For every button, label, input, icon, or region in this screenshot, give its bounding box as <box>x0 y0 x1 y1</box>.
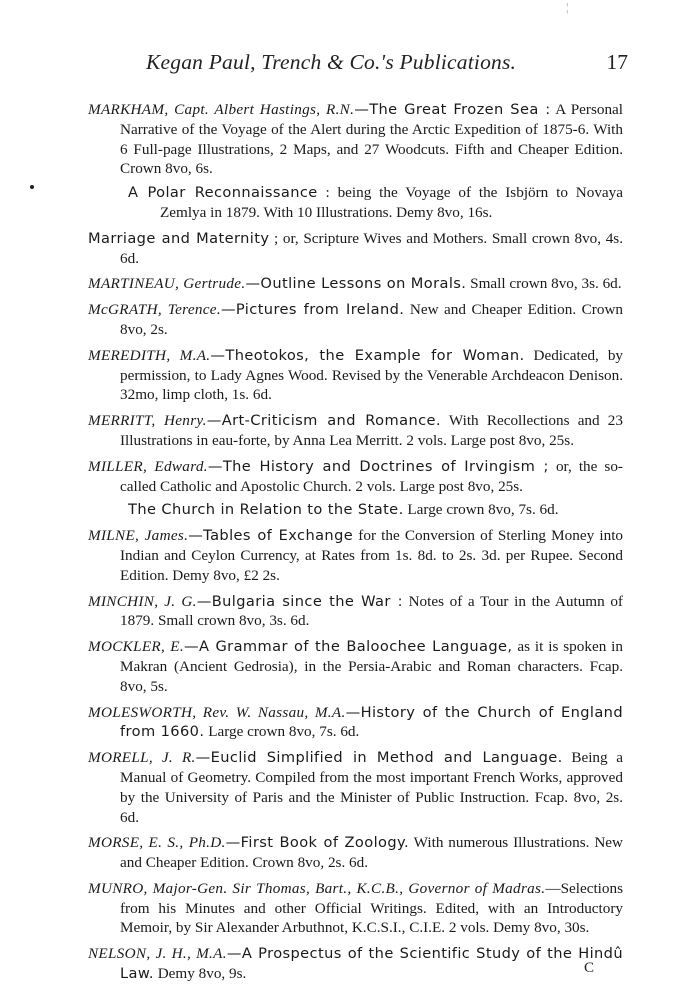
entry-details: Dedicated, by permission, to Lady Agnes Wood. Revised by the Venerable Archdeacon Denison. 32mo, limp cloth, 1s. 6d. <box>120 346 624 404</box>
entry-details: Large crown 8vo, 7s. 6d. <box>407 501 559 519</box>
entry-details: New and Cheaper Edition. Crown 8vo, 2s. <box>120 301 624 338</box>
entry-author: MUNRO, Major-Gen. Sir Thomas, Bart., K.C.B., Governor of Madras. <box>88 879 546 897</box>
entry-title: —Bulgaria since the War : <box>196 592 403 610</box>
catalogue-entry <box>88 346 623 405</box>
entry-details: With Recollections and 23 Illustrations in eau-forte, by Anna Lea Merritt. 2 vols. Large post 8vo, 25s. <box>120 412 623 449</box>
entry-author: McGRATH, Terence. <box>88 301 221 319</box>
entry-author: MOLESWORTH, Rev. W. Nassau, M.A. <box>88 703 346 721</box>
entry-author: MORSE, E. S., Ph.D. <box>88 834 226 852</box>
entry-title: —A Prospectus of the Scientific Study of the Hindû Law. <box>120 945 623 983</box>
entry-title: —Theotokos, the Example for Woman. <box>210 346 525 364</box>
entry-details: : being the Voyage of the Isbjörn to Novaya Zemlya in 1879. With 10 Illustrations. Demy 8vo, 16s. <box>160 184 623 221</box>
entry-title: —History of the Church of England from 1660. <box>120 703 623 741</box>
entry-title: —Outline Lessons on Morals. <box>245 275 467 293</box>
page-number: 17 <box>606 50 628 74</box>
catalogue-entry <box>88 100 623 179</box>
entry-author: MILNE, James. <box>88 527 189 545</box>
entry-title: —Art-Criticism and Romance. <box>206 412 441 430</box>
entry-details: —Selections from his Minutes and other Official Writings. Edited, with an Introductory Memoir, by Sir Alexander Arbuthnot, K.C.S.I., C.I.E. 2 vols. Demy 8vo, 30s. <box>120 879 623 937</box>
entry-title: The Church in Relation to the State. <box>128 501 404 519</box>
catalogue-entry <box>88 500 623 520</box>
catalogue-entry <box>88 637 623 696</box>
catalogue-entry <box>88 300 623 340</box>
catalogue-entry <box>88 592 623 632</box>
catalogue-entry <box>88 833 623 873</box>
entry-author: MARTINEAU, Gertrude. <box>88 275 246 293</box>
entry-author: MOCKLER, E. <box>88 638 184 656</box>
entry-author: NELSON, J. H., M.A. <box>88 945 227 963</box>
entry-author: MILLER, Edward. <box>88 457 208 475</box>
entry-details: ; or, Scripture Wives and Mothers. Small crown 8vo, 4s. 6d. <box>120 229 623 267</box>
entry-title: —Pictures from Ireland. <box>220 301 405 319</box>
catalogue-entries <box>88 100 623 990</box>
catalogue-entry <box>88 526 623 585</box>
running-title: Kegan Paul, Trench & Co.'s Publications. <box>146 50 517 74</box>
entry-details: With numerous Illustrations. New and Cheaper Edition. Crown 8vo, 2s. 6d. <box>120 834 624 872</box>
entry-title: Marriage and Maternity <box>88 229 270 247</box>
entry-title: —The History and Doctrines of Irvingism ; <box>207 457 549 475</box>
entry-details: or, the so-called Catholic and Apostolic Church. 2 vols. Large post 8vo, 25s. <box>120 457 623 495</box>
catalogue-entry <box>88 229 623 269</box>
entry-author: MORELL, J. R. <box>88 749 196 767</box>
entry-author: MARKHAM, Capt. Albert Hastings, R.N. <box>88 101 355 118</box>
entry-title: A Polar Reconnaissance <box>128 184 318 202</box>
catalogue-entry <box>88 411 623 451</box>
entry-details: Large crown 8vo, 7s. 6d. <box>208 723 360 741</box>
entry-title: —Euclid Simplified in Method and Language. <box>195 749 563 767</box>
ink-dot <box>30 185 34 189</box>
entry-author: MERRITT, Henry. <box>88 412 207 430</box>
catalogue-entry <box>88 944 623 984</box>
catalogue-entry <box>88 183 623 223</box>
margin-mark: ¦ <box>566 0 569 14</box>
entry-title: —First Book of Zoology. <box>225 834 410 852</box>
entry-author: MINCHIN, J. G. <box>88 592 197 610</box>
entry-author: MEREDITH, M.A. <box>88 346 211 364</box>
catalogue-entry <box>88 748 623 827</box>
entry-title: —The Great Frozen Sea : <box>354 101 551 118</box>
entry-details: Demy 8vo, 9s. <box>157 965 247 983</box>
entry-title: —Tables of Exchange <box>188 527 354 545</box>
catalogue-entry <box>88 457 623 497</box>
catalogue-entry <box>88 879 623 938</box>
entry-details: A Personal Narrative of the Voyage of the Alert during the Arctic Expedition of 1875-6. With 6 Full-page Illustrations, 2 Maps, and 27 Woodcuts. Fifth and Cheaper Edition. Crown 8vo, 6s. <box>120 101 624 178</box>
entry-details: Being a Manual of Geometry. Compiled from the most important French Works, approved by the University of Paris and the Minister of Public Instruction. Fcap. 8vo, 2s. 6d. <box>120 749 623 826</box>
entry-details: as it is spoken in Makran (Ancient Gedrosia), in the Persia-Arabic and Roman characters. Fcap. 8vo, 5s. <box>120 638 623 695</box>
catalogue-entry <box>88 274 623 294</box>
running-header <box>88 50 628 80</box>
entry-details: Small crown 8vo, 3s. 6d. <box>470 275 622 293</box>
entry-title: —A Grammar of the Baloochee Language, <box>183 638 513 656</box>
entry-details: for the Conversion of Sterling Money into Indian and Ceylon Currency, at Rates from 1s. 8d. to 2s. 3d. per Rupee. Second Edition. Demy 8vo, £2 2s. <box>120 527 624 584</box>
catalogue-entry <box>88 703 623 743</box>
entry-details: Notes of a Tour in the Autumn of 1879. Small crown 8vo, 3s. 6d. <box>120 592 623 630</box>
signature-mark: C <box>584 960 595 976</box>
